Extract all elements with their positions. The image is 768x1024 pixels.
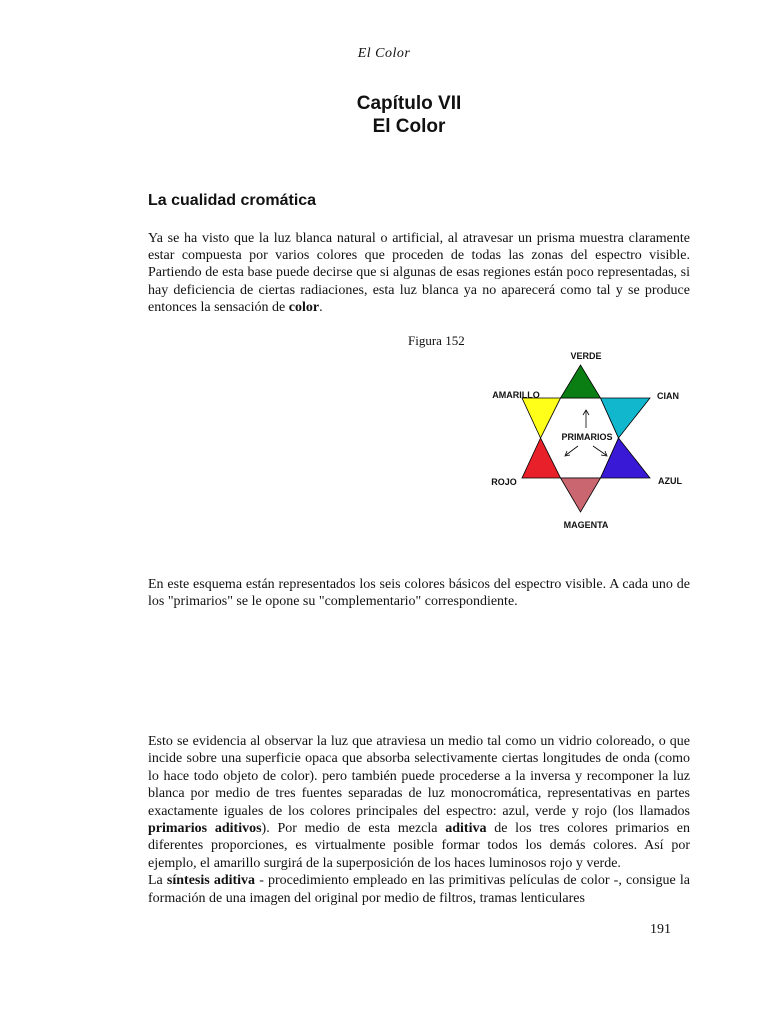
chapter-name: El Color bbox=[372, 116, 446, 137]
intro-end: . bbox=[319, 299, 323, 315]
figure-caption: En este esquema están representados los seis colores básicos del espectro visible. A cada uno de los "primarios" se le opone su "complementario" correspondiente. bbox=[148, 577, 690, 610]
label-azul: AZUL bbox=[658, 476, 682, 486]
color-star-diagram bbox=[480, 340, 690, 540]
body-paragraph bbox=[148, 733, 690, 907]
section-heading: La cualidad cromática bbox=[148, 192, 317, 209]
figure-label: Figura 152 bbox=[408, 333, 465, 348]
body-text-3: de los tres colores primarios en diferentes proporciones, es virtualmente posible formar todos los demás colores. Así por ejemplo, el amarillo surgirá de la superposición de los haces luminosos rojo y verde. bbox=[148, 821, 691, 871]
label-magenta: MAGENTA bbox=[563, 520, 609, 530]
chapter-title bbox=[0, 92, 768, 138]
body-text-1: Esto se evidencia al observar la luz que atraviesa un medio tal como un vidrio coloreado, o que incide sobre una superficie opaca que absorba selectivamente ciertas longitudes de onda (como lo hace todo objeto de color). pero también puede procederse a la inversa y recomponer la luz blanca por medio de tres fuentes separadas de luz monocromática, representativas en partes exactamente iguales de los colores principales del espectro: azul, verde y rojo (los llamados bbox=[148, 734, 690, 819]
label-rojo: ROJO bbox=[491, 477, 517, 487]
intro-bold-color: color bbox=[288, 299, 320, 315]
label-primarios: PRIMARIOS bbox=[561, 432, 613, 442]
body-bold-sintesis: síntesis aditiva bbox=[166, 873, 256, 889]
running-header: El Color bbox=[357, 46, 411, 61]
page-number: 191 bbox=[650, 922, 671, 937]
intro-text: Ya se ha visto que la luz blanca natural o artificial, al atravesar un prisma muestra claramente estar compuesta por varios colores que proceden de todas las zonas del espectro visible. Partiendo de esta base puede decirse que si algunas de esas regiones están poco representadas, si hay deficiencia de ciertas radiaciones, esta luz blanca ya no aparecerá como tal y se produce entonces la sensación de bbox=[148, 231, 690, 315]
triangle-verde bbox=[561, 365, 601, 398]
triangle-magenta bbox=[561, 478, 601, 512]
body-text-4: La bbox=[148, 873, 167, 889]
body-bold-aditiva: aditiva bbox=[445, 821, 487, 837]
body-text-5: - procedimiento empleado en las primitivas películas de color -, consigue la formación de una imagen del original por medio de filtros, tramas lenticulares bbox=[148, 873, 690, 906]
intro-paragraph bbox=[148, 230, 690, 316]
body-text-2: ). Por medio de esta mezcla bbox=[261, 821, 446, 837]
label-verde: VERDE bbox=[570, 351, 602, 361]
label-cian: CIAN bbox=[657, 391, 679, 401]
label-amarillo: AMARILLO bbox=[492, 390, 540, 400]
chapter-number: Capítulo VII bbox=[356, 93, 462, 114]
body-bold-primarios: primarios aditivos bbox=[148, 821, 262, 837]
